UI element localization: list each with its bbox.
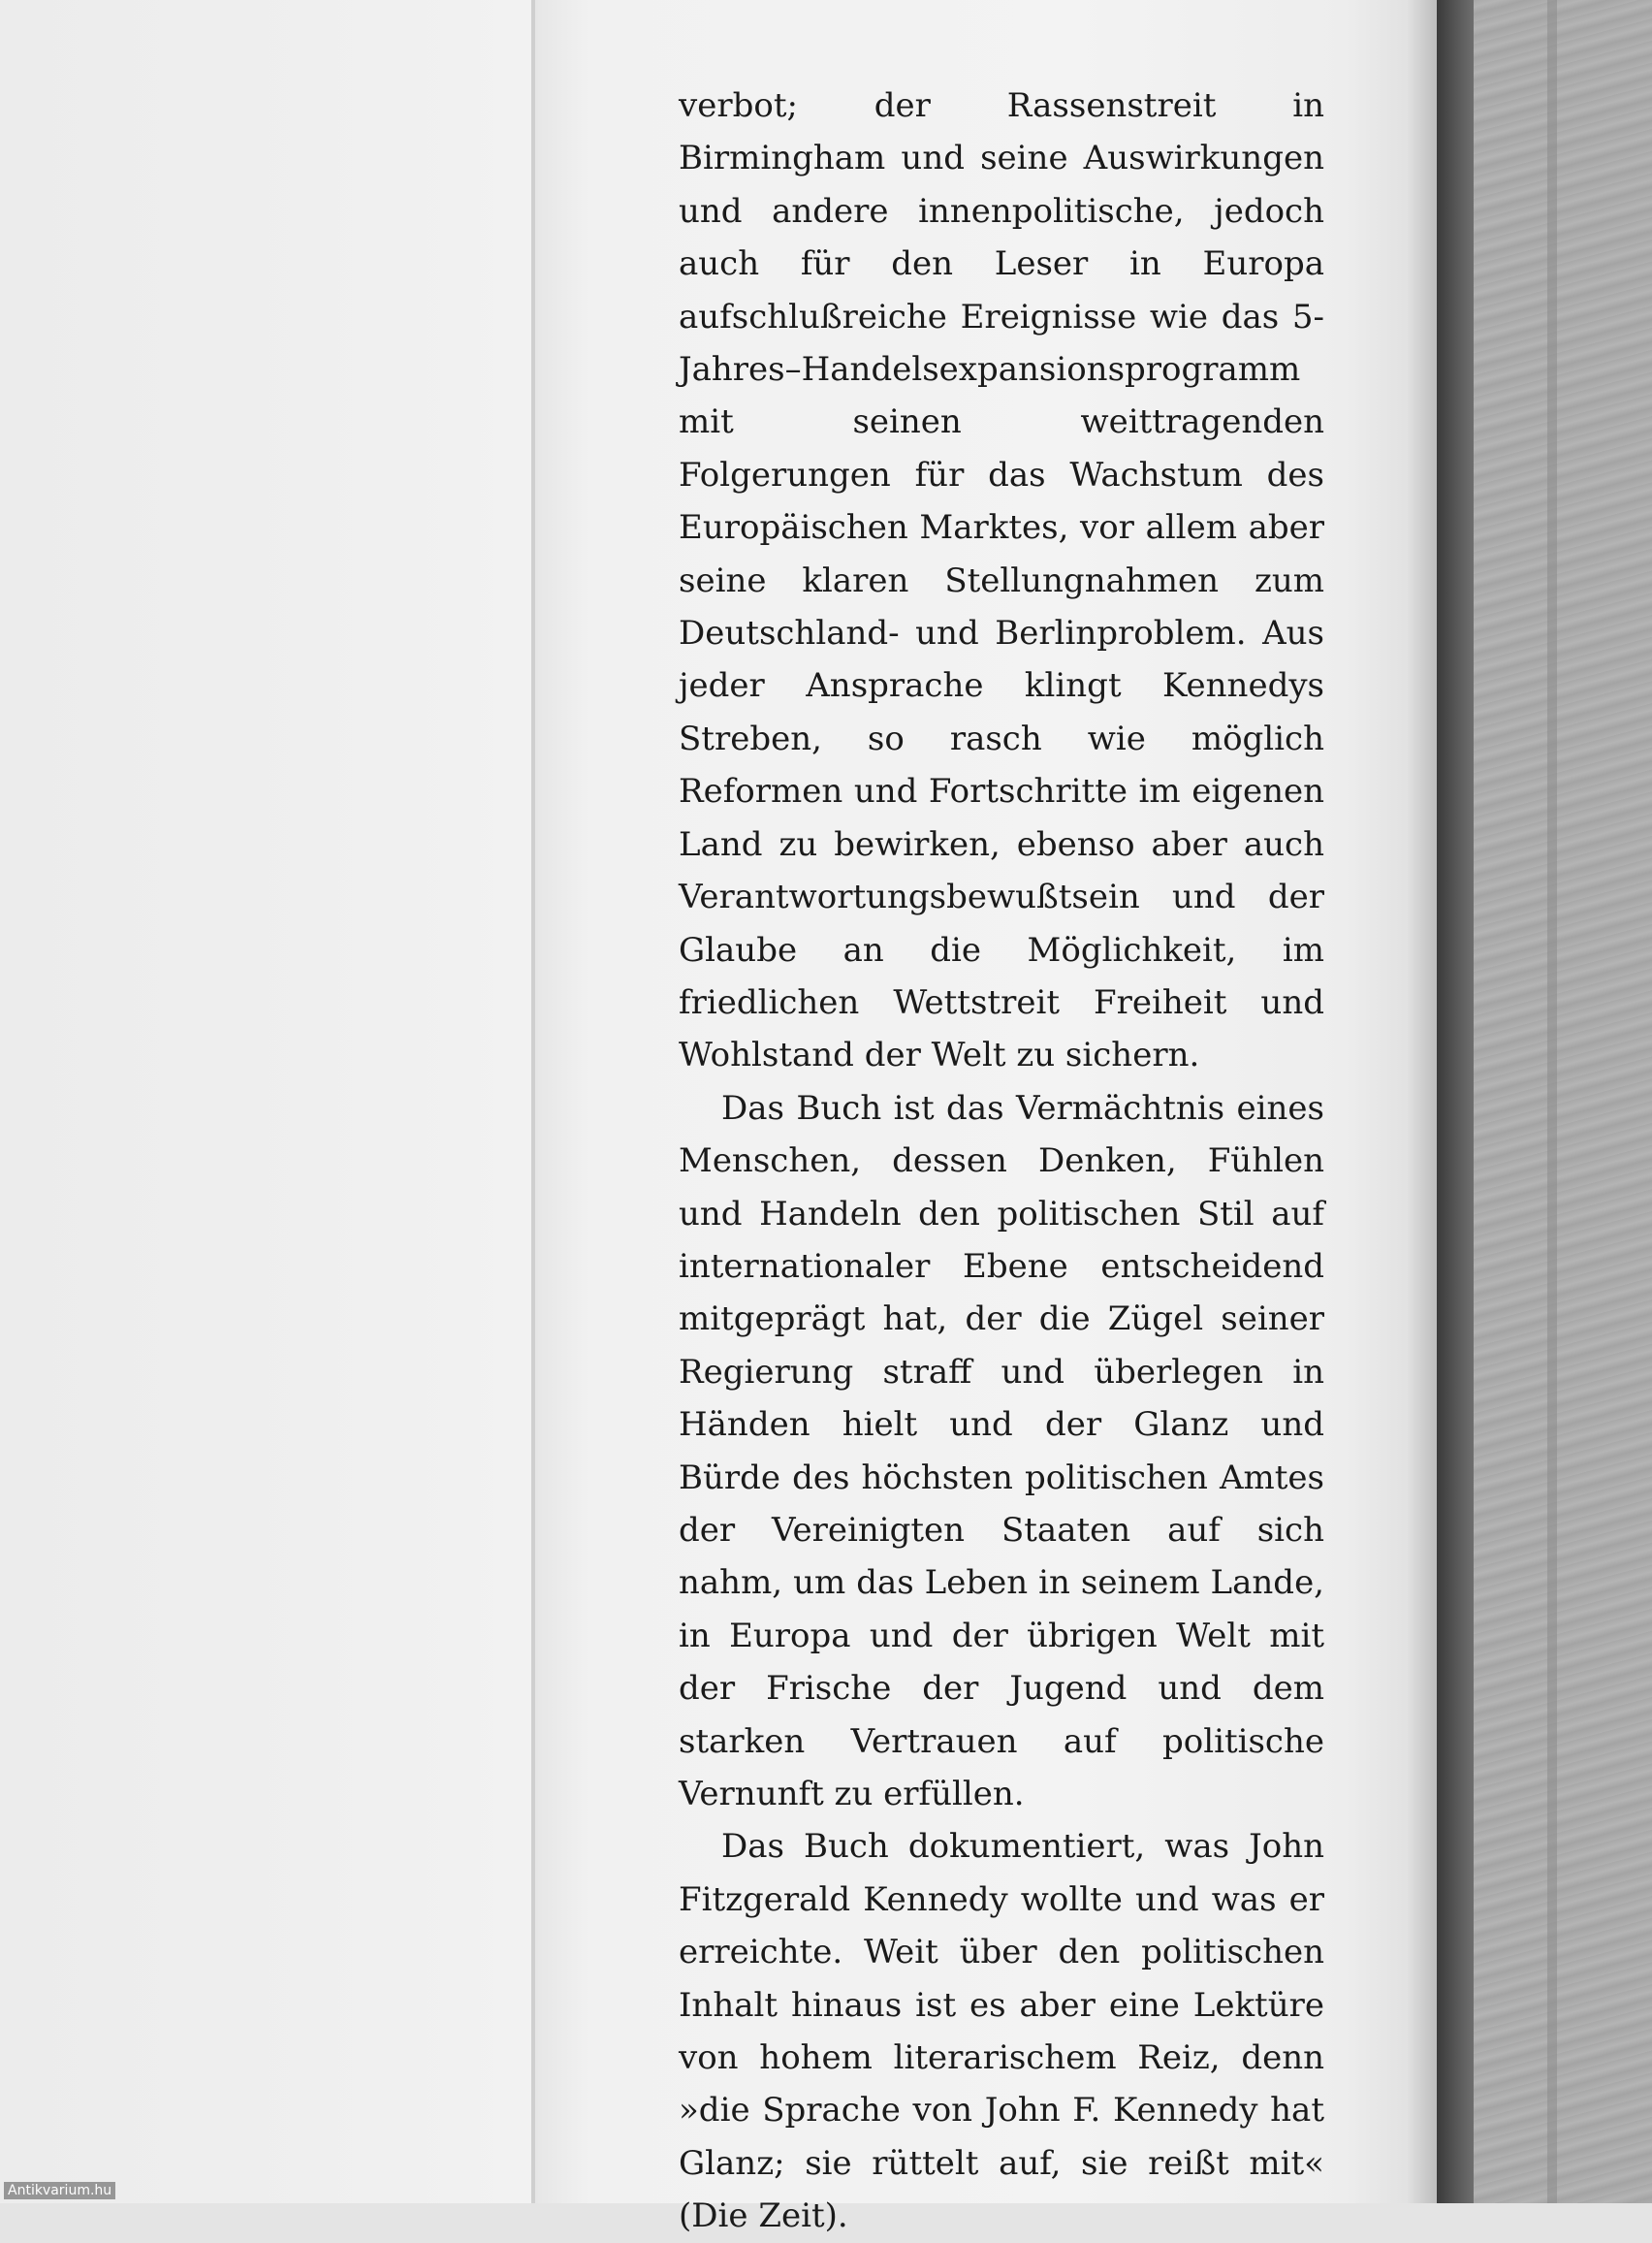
paragraph-2: Das Buch ist das Vermächtnis eines Menschen, dessen Denken, Fühlen und Handeln den politischen Stil auf internationaler Ebene entscheidend mitgeprägt hat, der die Zügel seiner Regierung straff und überlegen in Händen hielt und der Glanz und Bürde des höchsten politischen Amtes der Vereinigten Staaten auf sich nahm, um das Leben in seinem Lande, in Europa und der übrigen Welt mit der Frische der Jugend und dem starken Vertrauen auf politische Vernunft zu erfüllen. <box>679 1088 1324 1813</box>
left-blank-page <box>0 0 531 2203</box>
paragraph-1: verbot; der Rassenstreit in Birmingham und seine Auswirkungen und andere innenpolitische, jedoch auch für den Leser in Europa aufschlußreiche Ereignisse wie das 5-Jahres–Handelsexpansionsprogramm mit seinen weittragenden Folgerungen für das Wachstum des Europäischen Marktes, vor allem aber seine klaren Stellungnahmen zum Deutschland- und Berlinproblem. Aus jeder Ansprache klingt Kennedys Streben, so rasch wie möglich Reformen und Fortschritte im eigenen Land zu bewirken, ebenso aber auch Verantwortungsbewußtsein und der Glaube an die Möglichkeit, im friedlichen Wettstreit Freiheit und Wohlstand der Welt zu sichern. <box>679 86 1324 1075</box>
paragraph-3: Das Buch dokumentiert, was John Fitzgerald Kennedy wollte und was er erreichte. Weit über den politischen Inhalt hinaus ist es aber eine Lektüre von hohem literarischem Reiz, denn »die Sprache von John F. Kennedy hat Glanz; sie rüttelt auf, sie reißt mit« (Die Zeit). <box>679 1827 1324 2236</box>
cover-stripe <box>1547 0 1557 2203</box>
body-text <box>679 80 1324 2243</box>
book-cover-board <box>1474 0 1652 2203</box>
book-cover-edge <box>1437 0 1474 2203</box>
watermark-label: Antikvarium.hu <box>4 2182 115 2199</box>
page-fold-shadow <box>1408 0 1437 2203</box>
